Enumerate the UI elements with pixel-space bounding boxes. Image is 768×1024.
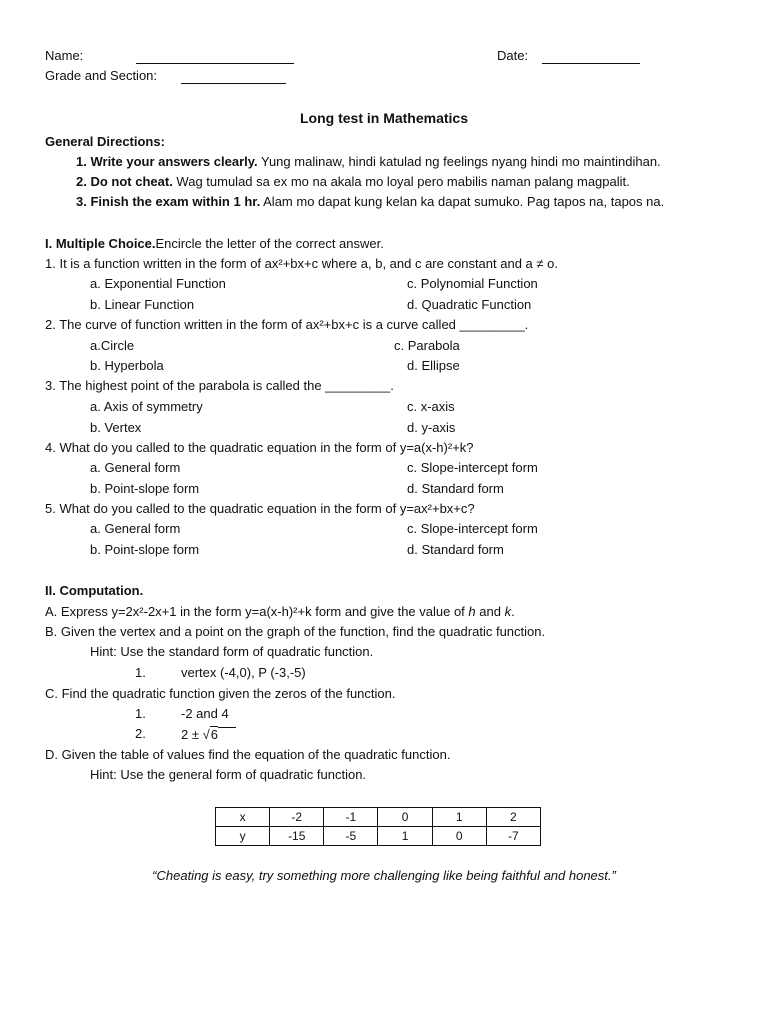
section1-instruction: Encircle the letter of the correct answer.: [155, 236, 384, 251]
item-a-text: A. Express y=2x²-2x+1 in the form y=a(x-h)²+k form and give the value of: [45, 604, 469, 619]
direction-bold: Finish the exam within 1 hr.: [90, 194, 261, 209]
item-a: [45, 604, 515, 620]
closing-quote: “Cheating is easy, try something more challenging like being faithful and honest.”: [152, 868, 616, 883]
table-cell: 1: [432, 808, 486, 827]
item-c2-num: 2.: [135, 726, 146, 741]
choice-d[interactable]: d. Quadratic Function: [407, 297, 532, 312]
table-cell: y: [216, 827, 270, 846]
choice-a[interactable]: a. Axis of symmetry: [90, 399, 203, 414]
choice-d[interactable]: d. Standard form: [407, 481, 504, 496]
choice-c[interactable]: c. Slope-intercept form: [407, 521, 538, 536]
section1-title: I. Multiple Choice.: [45, 236, 156, 251]
item-d: D. Given the table of values find the equation of the quadratic function.: [45, 747, 451, 762]
choice-d[interactable]: d. Ellipse: [407, 358, 460, 373]
table-row-y: [216, 827, 541, 846]
choice-c[interactable]: c. Slope-intercept form: [407, 460, 538, 475]
table-cell: -15: [270, 827, 324, 846]
choice-b[interactable]: b. Hyperbola: [90, 358, 164, 373]
choice-a[interactable]: a. Exponential Function: [90, 276, 226, 291]
and-text: and: [475, 604, 505, 619]
radicand: 6: [210, 727, 218, 742]
choice-b[interactable]: b. Linear Function: [90, 297, 195, 312]
direction-item: [76, 194, 664, 210]
item-b1-text: vertex (-4,0), P (-3,-5): [181, 665, 306, 680]
grade-blank[interactable]: [181, 83, 286, 84]
choice-d[interactable]: d. y-axis: [407, 420, 456, 435]
section1-heading: [45, 236, 384, 252]
question-2: 2. The curve of function written in the form of ax²+bx+c is a curve called _________.: [45, 317, 529, 332]
table-cell: -7: [486, 827, 540, 846]
table-cell: 1: [378, 827, 432, 846]
name-blank[interactable]: [136, 63, 294, 64]
table-cell: -2: [270, 808, 324, 827]
name-label: Name:: [45, 48, 84, 63]
direction-text: Yung malinaw, hindi katulad ng feelings nyang hindi mo maintindihan.: [257, 154, 661, 169]
choice-c[interactable]: c. Parabola: [394, 338, 460, 353]
table-cell: 2: [486, 808, 540, 827]
table-cell: 0: [432, 827, 486, 846]
question-4: 4. What do you called to the quadratic equation in the form of y=a(x-h)²+k?: [45, 440, 474, 455]
question-5: 5. What do you called to the quadratic equation in the form of y=ax²+bx+c?: [45, 501, 475, 516]
item-b1-num: 1.: [135, 665, 146, 680]
grade-label: Grade and Section:: [45, 68, 158, 83]
item-c: C. Find the quadratic function given the zeros of the function.: [45, 686, 396, 701]
item-c2-text: [181, 726, 236, 743]
date-label: Date:: [497, 48, 529, 63]
radical-prefix: 2 ± √: [181, 727, 210, 742]
choice-b[interactable]: b. Vertex: [90, 420, 142, 435]
table-cell: 0: [378, 808, 432, 827]
direction-bold: Do not cheat.: [90, 174, 173, 189]
directions-heading: General Directions:: [45, 134, 165, 149]
section2-heading: II. Computation.: [45, 583, 144, 598]
k-var: k: [504, 604, 512, 619]
question-3: 3. The highest point of the parabola is called the _________.: [45, 378, 394, 393]
h-var: h: [468, 604, 476, 619]
question-1: 1. It is a function written in the form of ax²+bx+c where a, b, and c are constant and a ≠ o.: [45, 256, 558, 271]
item-d-hint: Hint: Use the general form of quadratic function.: [90, 767, 367, 782]
item-b: B. Given the vertex and a point on the graph of the function, find the quadratic function.: [45, 624, 546, 639]
direction-item: [76, 174, 630, 190]
direction-num: 1.: [76, 154, 87, 169]
item-c1-text: -2 and 4: [181, 706, 229, 721]
table-cell: x: [216, 808, 270, 827]
direction-item: [76, 154, 661, 170]
direction-bold: Write your answers clearly.: [90, 154, 258, 169]
values-table: [215, 807, 541, 846]
choice-d[interactable]: d. Standard form: [407, 542, 504, 557]
direction-num: 2.: [76, 174, 87, 189]
choice-b[interactable]: b. Point-slope form: [90, 542, 200, 557]
radical-overline: [218, 727, 236, 728]
direction-text: Wag tumulad sa ex mo na akala mo loyal pero mabilis naman palang magpalit.: [172, 174, 630, 189]
choice-b[interactable]: b. Point-slope form: [90, 481, 200, 496]
choice-c[interactable]: c. Polynomial Function: [407, 276, 538, 291]
choice-a[interactable]: a. General form: [90, 460, 181, 475]
choice-c[interactable]: c. x-axis: [407, 399, 455, 414]
item-c1-num: 1.: [135, 706, 146, 721]
choice-a[interactable]: a. General form: [90, 521, 181, 536]
item-b-hint: Hint: Use the standard form of quadratic function.: [90, 644, 374, 659]
direction-text: Alam mo dapat kung kelan ka dapat sumuko. Pag tapos na, tapos na.: [260, 194, 665, 209]
choice-a[interactable]: a.Circle: [90, 338, 135, 353]
table-cell: -1: [324, 808, 378, 827]
page-title: Long test in Mathematics: [299, 110, 469, 126]
period: .: [511, 604, 515, 619]
table-row-x: [216, 808, 541, 827]
table-cell: -5: [324, 827, 378, 846]
date-blank[interactable]: [542, 63, 640, 64]
direction-num: 3.: [76, 194, 87, 209]
